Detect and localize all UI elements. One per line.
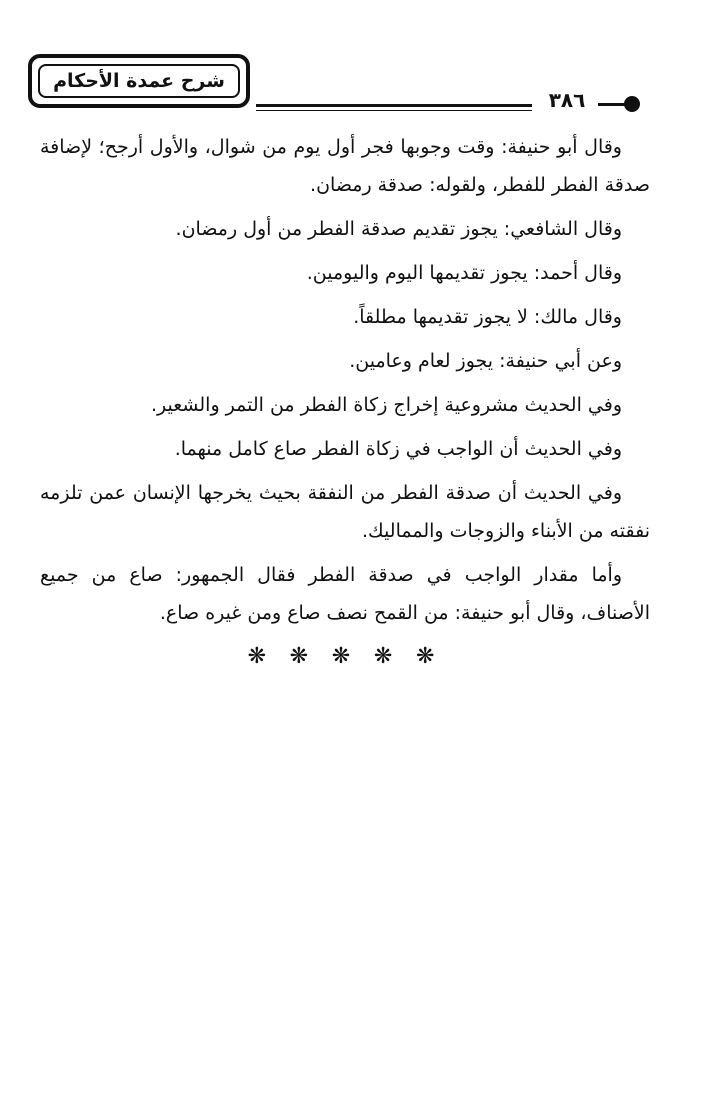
section-separator-stars: ❋ ❋ ❋ ❋ ❋	[247, 644, 443, 669]
page-number-dot	[624, 96, 640, 112]
paragraph-abu-hanifa-timing: وقال أبو حنيفة: وقت وجوبها فجر أول يوم من شوال، والأول أرجح؛ لإضافة صدقة الفطر للفطر، ولقوله: صدقة رمضان.	[40, 136, 650, 196]
paragraph-nafaqa: وفي الحديث أن صدقة الفطر من النفقة بحيث يخرجها الإنسان عمن تلزمه نفقته من الأبناء والزوجات والمماليك.	[40, 482, 650, 542]
header-rule-thick	[256, 104, 532, 107]
book-title: شرح عمدة الأحكام	[53, 70, 225, 92]
paragraph-abu-hanifa-years: وعن أبي حنيفة: يجوز لعام وعامين.	[349, 350, 622, 372]
book-title-frame-inner	[38, 64, 240, 98]
paragraph-malik: وقال مالك: لا يجوز تقديمها مطلقاً.	[353, 306, 622, 328]
page-header	[0, 0, 708, 120]
paragraph-dates-barley: وفي الحديث مشروعية إخراج زكاة الفطر من التمر والشعير.	[151, 394, 622, 416]
paragraph-ahmad: وقال أحمد: يجوز تقديمها اليوم واليومين.	[306, 262, 622, 284]
header-rule-thin	[256, 110, 532, 111]
paragraph-full-saa: وفي الحديث أن الواجب في زكاة الفطر صاع كامل منهما.	[174, 438, 622, 460]
paragraph-amount: وأما مقدار الواجب في صدقة الفطر فقال الجمهور: صاع من جميع الأصناف، وقال أبو حنيفة: من القمح نصف صاع ومن غيره صاع.	[40, 564, 650, 624]
book-title-frame	[28, 54, 250, 108]
page-body	[40, 128, 650, 676]
page-number: ٣٨٦	[548, 88, 586, 112]
paragraph-shafii: وقال الشافعي: يجوز تقديم صدقة الفطر من أول رمضان.	[175, 218, 622, 240]
